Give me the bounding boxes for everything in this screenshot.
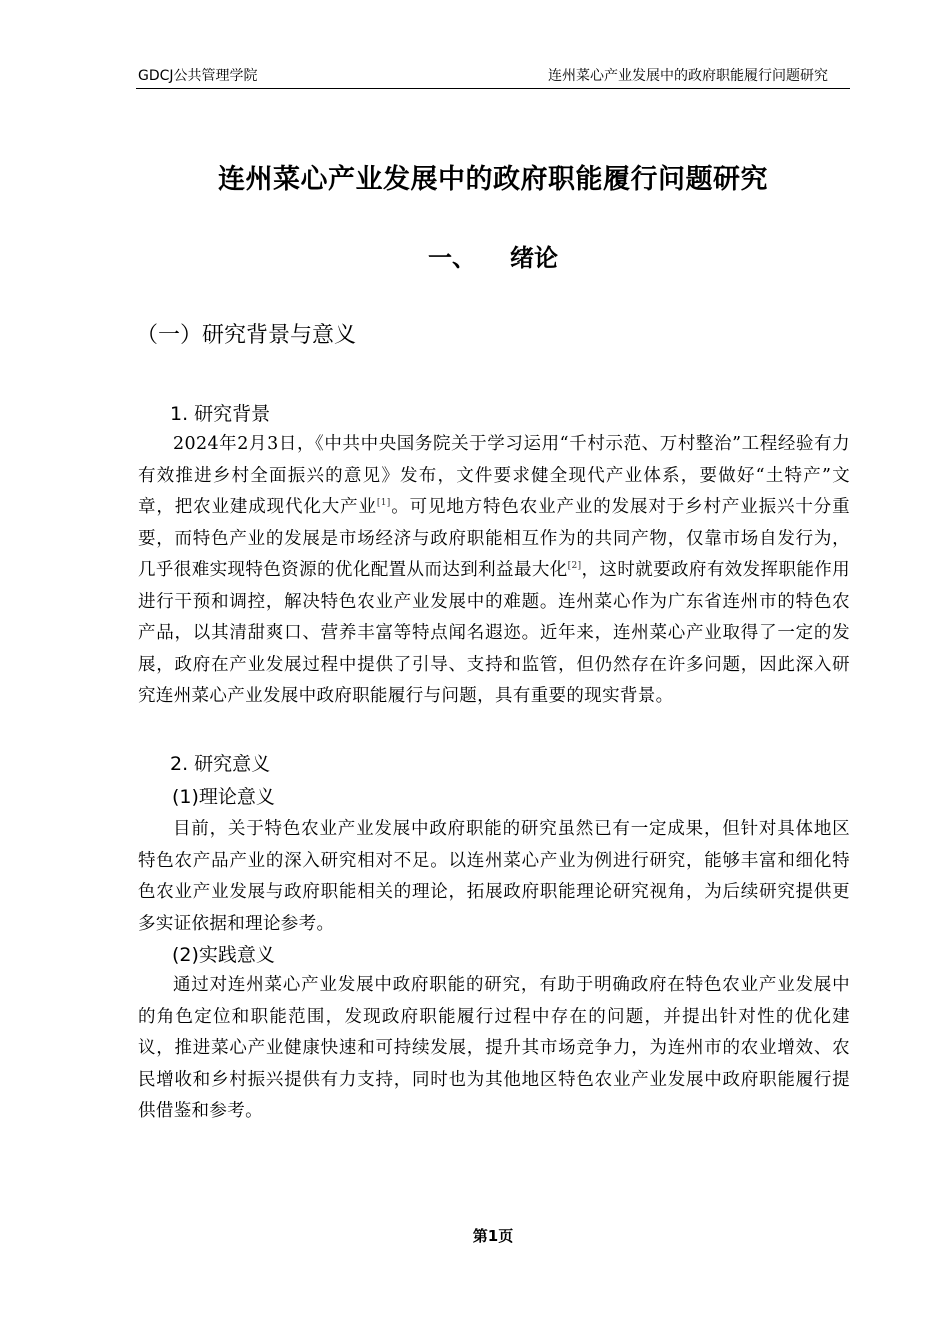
citation-1: [1] <box>376 498 391 509</box>
chapter-number: 一、 <box>428 244 476 272</box>
subsection-heading-background: 1. 研究背景 <box>170 403 271 425</box>
header-running-title: 连州菜心产业发展中的政府职能履行问题研究 <box>548 68 828 84</box>
theory-heading: (1)理论意义 <box>172 786 275 808</box>
background-text-part2: 。可见地方特色农业产业的发展对于乡村产业振兴十分重要，而特色产业的发展是市场经济与政府职能相互作为的共同产物，仅靠市场自发行为，几乎很难实现特色资源的优化配置从而达到利益最大化 <box>138 497 850 580</box>
subsection-heading-significance: 2. 研究意义 <box>170 753 271 775</box>
practice-heading: (2)实践意义 <box>172 944 275 966</box>
citation-2: [2] <box>567 561 582 572</box>
chapter-heading <box>136 240 850 276</box>
section-heading: （一）研究背景与意义 <box>136 323 357 348</box>
background-paragraph <box>138 429 850 713</box>
chapter-title: 绪论 <box>510 244 558 272</box>
practice-paragraph: 通过对连州菜心产业发展中政府职能的研究，有助于明确政府在特色农业产业发展中的角色定位和职能范围，发现政府职能履行过程中存在的问题，并提出针对性的优化建议，推进菜心产业健康快速和可持续发展，提升其市场竞争力，为连州市的农业增效、农民增收和乡村振兴提供有力支持，同时也为其他地区特色农业产业发展中政府职能履行提供借鉴和参考。 <box>138 975 850 1121</box>
background-text-part1: 2024年2月3日，《中共中央国务院关于学习运用“千村示范、万村整治”工程经验有力有效推进乡村全面振兴的意见》发布，文件要求健全现代产业体系，要做好“土特产”文章，把农业建成现代化大产业 <box>138 434 850 517</box>
theory-paragraph: 目前，关于特色农业产业发展中政府职能的研究虽然已有一定成果，但针对具体地区特色农产品产业的深入研究相对不足。以连州菜心产业为例进行研究，能够丰富和细化特色农业产业发展与政府职能相关的理论，拓展政府职能理论研究视角，为后续研究提供更多实证依据和理论参考。 <box>138 819 850 934</box>
document-title: 连州菜心产业发展中的政府职能履行问题研究 <box>218 164 768 195</box>
header-divider <box>136 88 850 89</box>
background-text-part3: ，这时就要政府有效发挥职能作用进行干预和调控，解决特色农业产业发展中的难题。连州菜心作为广东省连州市的特色农产品，以其清甜爽口、营养丰富等特点闻名遐迩。近年来，连州菜心产业取得了一定的发展，政府在产业发展过程中提供了引导、支持和监管，但仍然存在许多问题，因此深入研究连州菜心产业发展中政府职能履行与问题，具有重要的现实背景。 <box>138 560 850 706</box>
header-school: GDCJ公共管理学院 <box>138 68 258 84</box>
page-number: 第1页 <box>472 1227 514 1245</box>
